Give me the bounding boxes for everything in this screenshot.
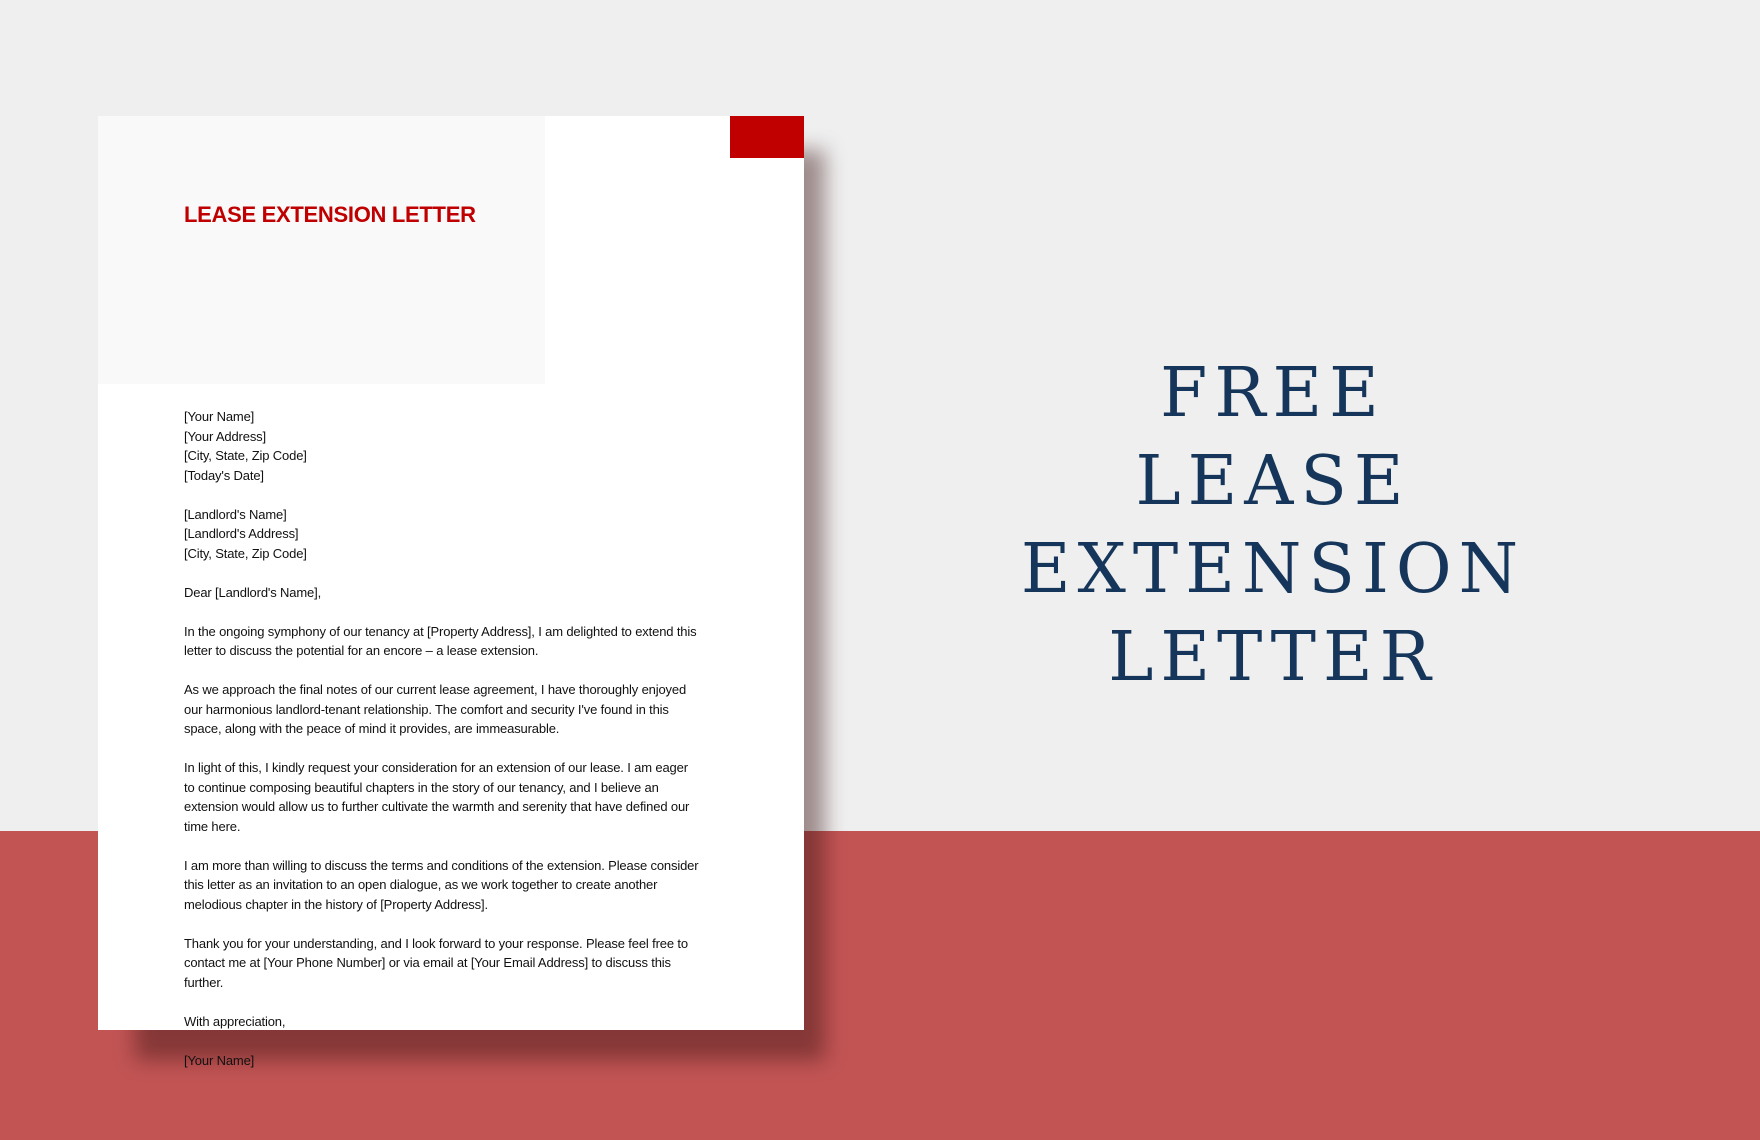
paragraph [184, 622, 698, 661]
paragraph [184, 856, 698, 915]
sender-line: [Your Name] [184, 409, 255, 424]
sender-line: [Your Address] [184, 428, 266, 444]
header-gray-block [98, 116, 545, 384]
recipient-line: [Landlord's Address] [184, 526, 299, 541]
headline-line: LETTER [1108, 618, 1438, 697]
paragraph-line: contact me at [Your Phone Number] or via email at [Your Email Address] to discuss this [184, 955, 671, 970]
salutation: Dear [Landlord's Name], [184, 584, 322, 600]
closing: With appreciation, [184, 1013, 286, 1029]
letter-body [184, 407, 698, 1070]
paragraph-line: extension would allow us to further cultivate the warmth and serenity that have defined our [184, 799, 690, 814]
headline-line: FREE [1160, 354, 1386, 433]
paragraph-line: I am more than willing to discuss the terms and conditions of the extension. Please consider [184, 857, 699, 873]
letter-title: LEASE EXTENSION LETTER [184, 202, 476, 227]
paragraph-line: Thank you for your understanding, and I look forward to your response. Please feel free to [184, 935, 688, 951]
paragraph-line: our harmonious landlord-tenant relationship. The comfort and security I've found in this [184, 701, 669, 717]
paragraph-line: melodious chapter in the history of [Property Address]. [184, 896, 488, 912]
headline [960, 350, 1586, 702]
paragraph [184, 758, 698, 836]
headline-line: EXTENSION [1020, 530, 1526, 609]
paragraph-line: further. [184, 974, 224, 990]
recipient-line: [City, State, Zip Code] [184, 545, 307, 561]
paragraph-line: time here. [184, 818, 241, 834]
signature: [Your Name] [184, 1052, 255, 1068]
headline-line: LEASE [1135, 442, 1411, 521]
paragraph-line: letter to discuss the potential for an encore – a lease extension. [184, 643, 539, 658]
paragraph [184, 680, 698, 739]
paragraph-line: to continue composing beautiful chapters in the story of our tenancy, and I believe an [184, 779, 659, 795]
sender-line: [Today's Date] [184, 467, 264, 483]
sender-line: [City, State, Zip Code] [184, 448, 307, 463]
paragraph-line: space, along with the peace of mind it provides, are immeasurable. [184, 721, 560, 736]
paragraph-line: this letter as an invitation to an open dialogue, as we work together to create another [184, 877, 658, 892]
paragraph-line: In light of this, I kindly request your consideration for an extension of our lease. I am eager [184, 760, 688, 775]
recipient-line: [Landlord's Name] [184, 506, 287, 522]
paragraph-line: As we approach the final notes of our current lease agreement, I have thoroughly enjoyed [184, 682, 687, 697]
red-corner-accent [730, 116, 804, 158]
letter-page-preview [98, 116, 804, 1068]
paragraph-line: In the ongoing symphony of our tenancy at [Property Address], I am delighted to extend this [184, 623, 697, 639]
paragraph [184, 934, 698, 993]
